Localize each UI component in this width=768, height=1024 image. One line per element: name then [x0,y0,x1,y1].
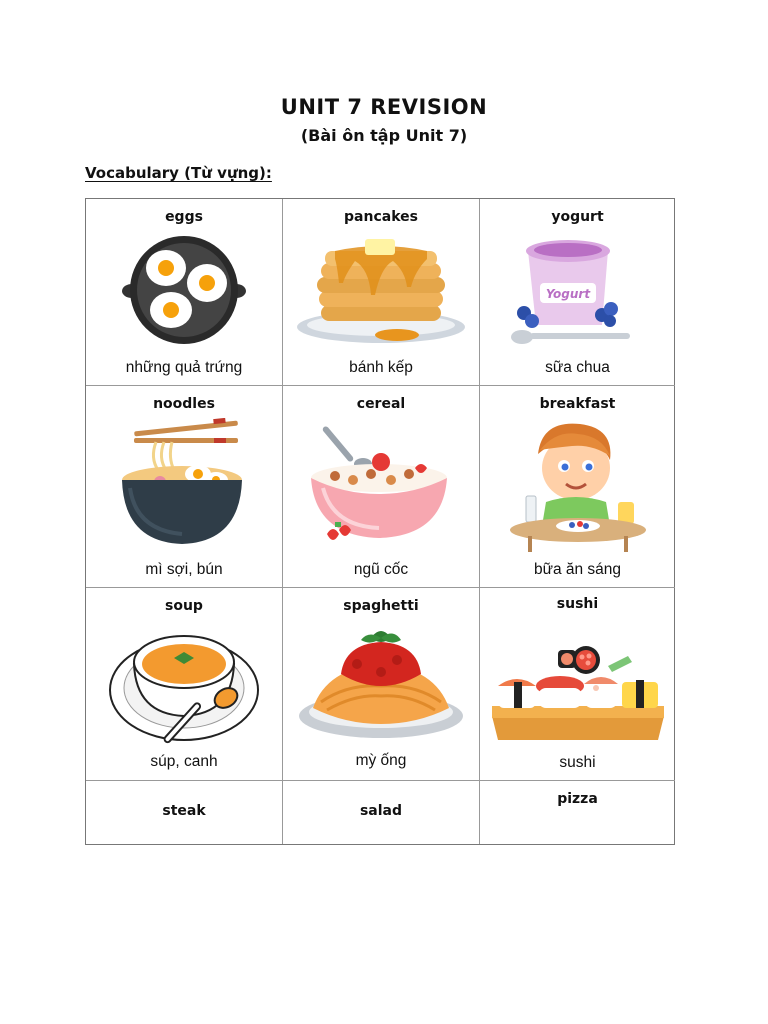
vocabulary-table [85,198,675,845]
sushi-tray-icon [488,636,668,746]
vocab-meaning: bánh kếp [349,359,413,376]
vocab-word: eggs [165,209,203,225]
vocab-cell-eggs [86,199,283,386]
spaghetti-plate-icon [297,624,465,744]
vocab-word: soup [165,598,203,614]
page-subtitle: (Bài ôn tập Unit 7) [300,126,468,145]
soup-bowl-icon [108,622,260,748]
vocab-word: salad [359,803,403,819]
vocab-cell-breakfast [480,386,675,588]
vocabulary-heading: Vocabulary (Từ vựng): [85,164,272,182]
svg-text:Yogurt: Yogurt [545,287,591,301]
vocab-cell-steak [86,781,283,844]
vocab-meaning: mỳ ống [355,752,407,769]
vocab-cell-sushi [480,588,675,781]
fried-eggs-pan-icon [114,233,254,348]
vocab-meaning: mì sợi, bún [145,561,223,578]
vocab-word: sushi [556,596,599,612]
vocab-cell-pancakes [283,199,480,386]
vocab-word: yogurt [551,209,604,225]
vocab-meaning: bữa ăn sáng [533,561,622,578]
noodle-bowl-icon [120,418,250,550]
vocab-word: cereal [356,396,406,412]
vocab-meaning: sữa chua [545,359,610,376]
vocab-cell-noodles [86,386,283,588]
vocab-cell-salad [283,781,480,844]
vocab-word: breakfast [539,396,616,412]
vocab-word: pizza [557,791,598,807]
vocab-word: noodles [153,396,215,412]
vocab-cell-soup [86,588,283,781]
page-title: UNIT 7 REVISION [280,95,488,119]
yogurt-cup-icon [510,233,645,351]
vocab-meaning: ngũ cốc [353,561,409,578]
boy-eating-breakfast-icon [506,416,651,554]
vocab-cell-pizza [480,781,675,844]
vocab-cell-spaghetti [283,588,480,781]
vocab-meaning: những quả trứng [125,359,243,376]
vocab-cell-yogurt [480,199,675,386]
vocab-word: steak [162,803,206,819]
vocab-meaning: sushi [559,754,596,771]
cereal-bowl-icon [305,418,455,553]
vocab-word: pancakes [344,209,418,225]
vocab-meaning: súp, canh [150,753,218,770]
pancake-stack-icon [295,235,467,347]
vocab-word: spaghetti [343,598,419,614]
vocab-cell-cereal [283,386,480,588]
